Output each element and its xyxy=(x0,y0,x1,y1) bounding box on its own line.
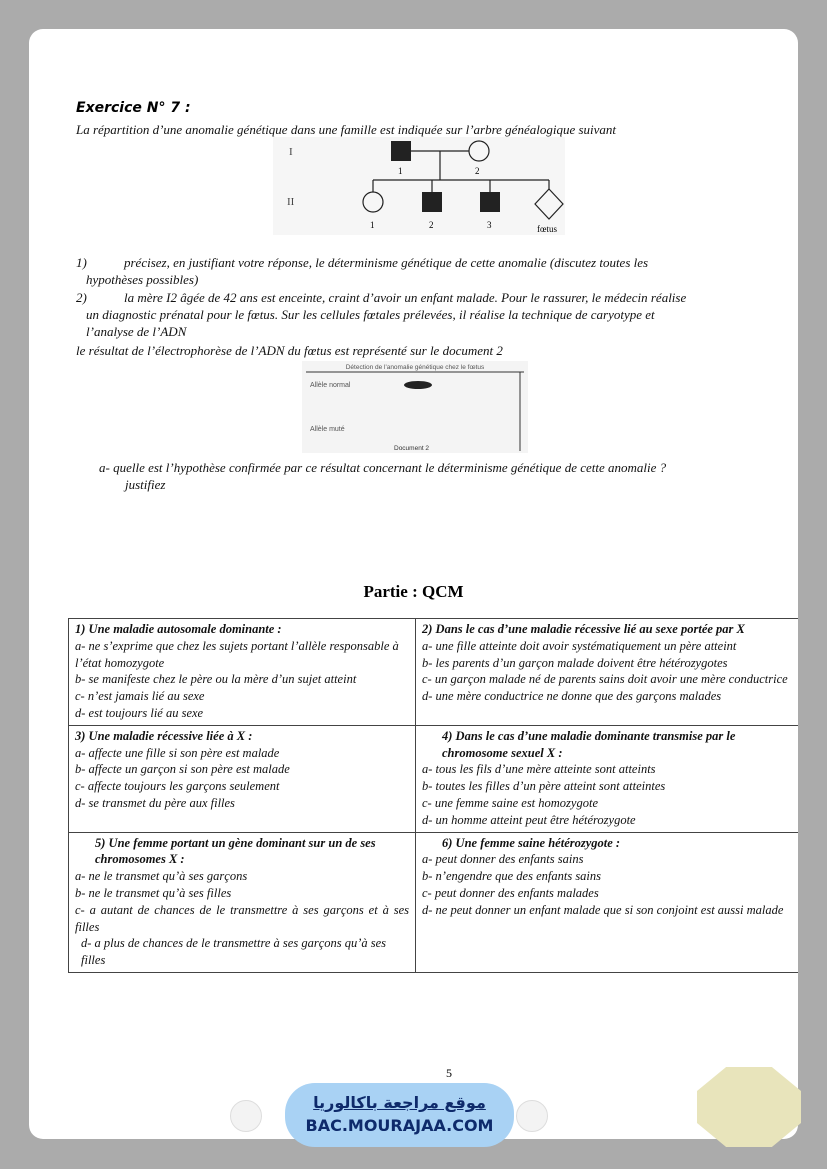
option-d: d- un homme atteint peut être hétérozygote xyxy=(422,812,636,827)
pedigree-label-II2: 2 xyxy=(429,220,434,230)
question-2a-line1: a- quelle est l’hypothèse confirmée par ce résultat concernant le déterminisme génétique de cette anomalie ? xyxy=(99,460,667,475)
table-row xyxy=(69,725,799,832)
question-2-line2: un diagnostic prénatal pour le fœtus. Sur les cellules fœtales prélevées, il réalise la technique de caryotype et xyxy=(86,307,655,322)
question-1-line2: hypothèses possibles) xyxy=(86,272,199,287)
site-name-arabic[interactable]: موقع مراجعة باكالوريا xyxy=(313,1093,486,1112)
pedigree-label-I2: 2 xyxy=(475,166,480,176)
option-c: c- un garçon malade né de parents sains doit avoir une mère conductrice xyxy=(422,672,788,687)
option-a: a- tous les fils d’une mère atteinte sont atteints xyxy=(422,762,656,777)
exercise-title: Exercice N° 7 : xyxy=(76,100,191,116)
bac-math-logo xyxy=(697,1067,801,1147)
question-2-number: 2) xyxy=(76,290,87,305)
question-2a-line2: justifiez xyxy=(125,477,166,492)
school-logo-right-icon xyxy=(516,1100,548,1132)
document-page xyxy=(29,29,798,1139)
option-d: d- se transmet du père aux filles xyxy=(75,795,235,810)
option-b: b- se manifeste chez le père ou la mère d’un sujet atteint xyxy=(75,672,357,687)
option-b: b- toutes les filles d’un père atteint sont atteintes xyxy=(422,779,666,794)
option-a: a- ne s’exprime que chez les sujets portant l’allèle responsable à l’état homozygote xyxy=(75,638,399,670)
qcm-question-3 xyxy=(69,725,416,832)
option-b: b- affecte un garçon si son père est malade xyxy=(75,762,290,777)
document-2-electrophoresis xyxy=(302,361,528,453)
doc2-header: Détection de l'anomalie génétique chez le fœtus xyxy=(345,364,485,371)
question-2-line3: l’analyse de l’ADN xyxy=(86,324,187,339)
affected-male-II2 xyxy=(422,192,442,212)
doc2-caption: Document 2 xyxy=(394,445,430,452)
option-c: c- affecte toujours les garçons seulement xyxy=(75,779,280,794)
page-number: 5 xyxy=(446,1066,452,1080)
generation-label-2: II xyxy=(287,196,295,208)
question-2-line1: la mère I2 âgée de 42 ans est enceinte, craint d’avoir un enfant malade. Pour le rassurer, le médecin réalise xyxy=(124,290,687,305)
allele-normal-label: Allèle normal xyxy=(310,382,351,389)
option-a: a- ne le transmet qu’à ses garçons xyxy=(75,869,248,884)
site-url[interactable]: BAC.MOURAJAA.COM xyxy=(305,1116,494,1135)
exercise-intro: La répartition d’une anomalie génétique dans une famille est indiquée sur l’arbre généalogique suivant xyxy=(76,122,617,137)
result-statement: le résultat de l’électrophorèse de l’ADN du fœtus est représenté sur le document 2 xyxy=(76,343,503,358)
qcm-table xyxy=(68,618,798,973)
site-banner[interactable] xyxy=(285,1083,514,1147)
option-d: d- ne peut donner un enfant malade que si son conjoint est aussi malade xyxy=(422,902,784,917)
qcm-question-1 xyxy=(69,619,416,726)
question-heading: 2) Dans le cas d’une maladie récessive lié au sexe portée par X xyxy=(422,622,745,636)
pedigree-label-II3: 3 xyxy=(487,220,492,230)
option-a: a- peut donner des enfants sains xyxy=(422,852,584,867)
question-heading: 3) Une maladie récessive liée à X : xyxy=(75,728,253,743)
option-b: b- n’engendre que des enfants sains xyxy=(422,869,602,884)
generation-label-1: I xyxy=(289,146,293,158)
option-d: d- une mère conductrice ne donne que des garçons malades xyxy=(422,689,722,704)
normal-allele-band xyxy=(404,381,432,389)
qcm-question-5 xyxy=(69,832,416,972)
pedigree-label-I1: 1 xyxy=(398,166,403,176)
option-a: a- une fille atteinte doit avoir systématiquement un père atteint xyxy=(422,638,737,653)
question-1 xyxy=(76,254,756,288)
question-heading: 5) Une femme portant un gène dominant sur un de ses chromosomes X : xyxy=(95,835,376,867)
question-heading: 6) Une femme saine hétérozygote : xyxy=(442,835,621,850)
option-d: d- a plus de chances de le transmettre à ses garçons qu’à ses filles xyxy=(81,936,387,968)
option-c: c- n’est jamais lié au sexe xyxy=(75,689,205,704)
question-heading: 1) Une maladie autosomale dominante : xyxy=(75,622,282,636)
pedigree-tree xyxy=(273,137,565,235)
qcm-question-4 xyxy=(416,725,799,832)
question-1-line1: précisez, en justifiant votre réponse, le déterminisme génétique de cette anomalie (discutez toutes les xyxy=(124,255,649,270)
option-b: b- les parents d’un garçon malade doivent être hétérozygotes xyxy=(422,655,728,670)
school-logo-left-icon xyxy=(230,1100,262,1132)
option-d: d- est toujours lié au sexe xyxy=(75,705,204,720)
question-1-number: 1) xyxy=(76,255,87,270)
pedigree-label-II1: 1 xyxy=(370,220,375,230)
question-2 xyxy=(76,289,756,340)
affected-male-II3 xyxy=(480,192,500,212)
option-b: b- ne le transmet qu’à ses filles xyxy=(75,885,232,900)
qcm-title: Partie : QCM xyxy=(363,582,464,601)
table-row xyxy=(69,619,799,726)
question-heading: 4) Dans le cas d’une maladie dominante transmise par le chromosome sexuel X : xyxy=(442,728,736,760)
question-2a xyxy=(99,459,779,493)
table-row xyxy=(69,832,799,972)
option-c: c- peut donner des enfants malades xyxy=(422,885,599,900)
fetus-label: fœtus xyxy=(537,224,557,234)
option-c: c- a autant de chances de le transmettre à ses garçons et à ses filles xyxy=(75,902,409,934)
affected-male-I1 xyxy=(391,141,411,161)
allele-mute-label: Allèle muté xyxy=(310,426,345,433)
option-c: c- une femme saine est homozygote xyxy=(422,795,598,810)
qcm-question-6 xyxy=(416,832,799,972)
option-a: a- affecte une fille si son père est malade xyxy=(75,745,280,760)
qcm-question-2 xyxy=(416,619,799,726)
